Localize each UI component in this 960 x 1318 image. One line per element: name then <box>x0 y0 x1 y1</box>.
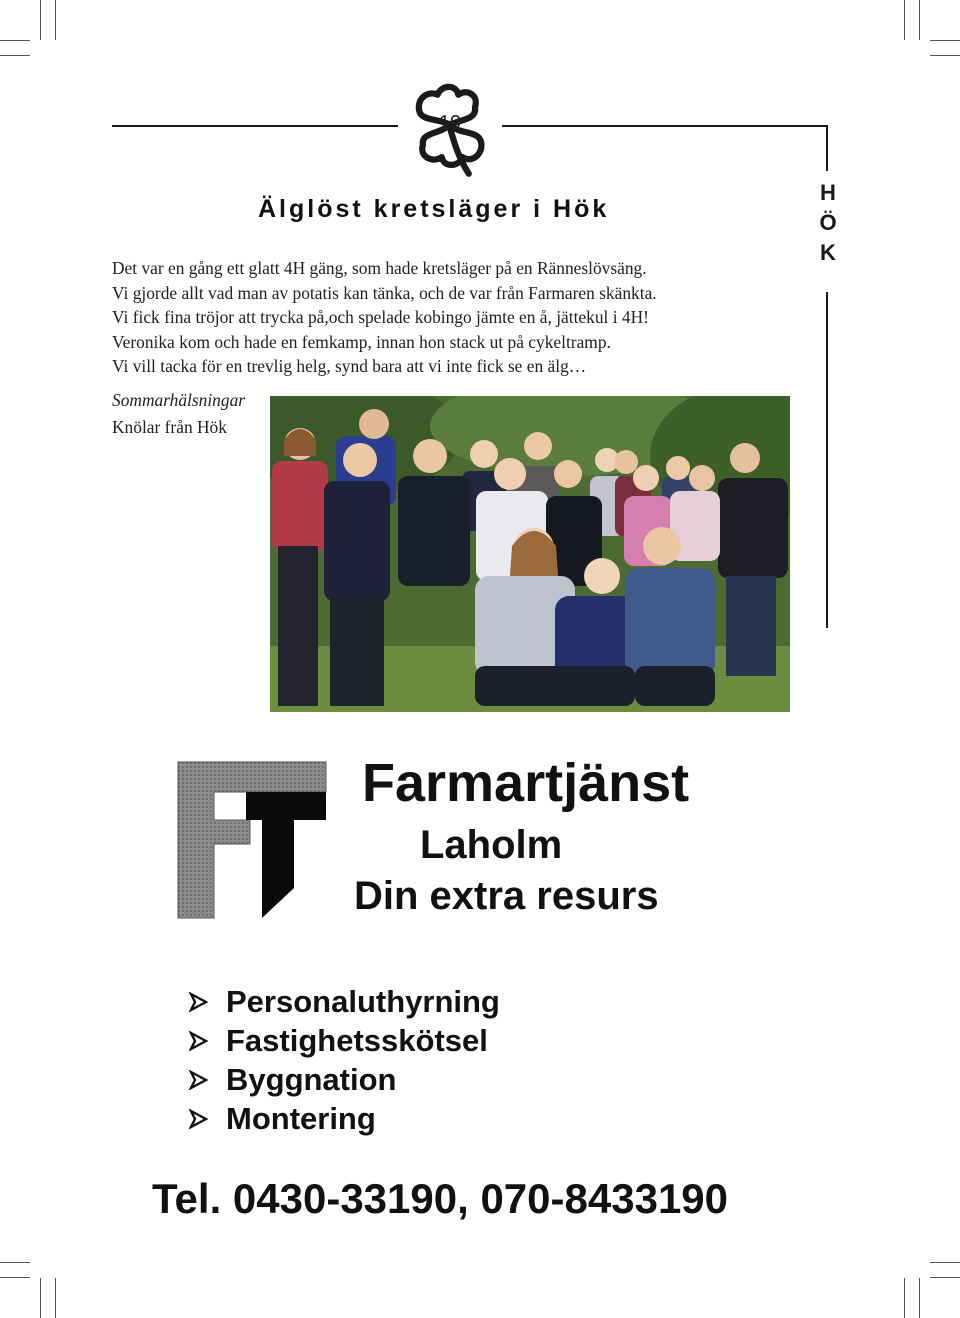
section-label-letter: Ö <box>819 210 837 235</box>
crop-mark <box>0 1277 30 1278</box>
crop-mark <box>55 1278 56 1318</box>
crop-mark <box>930 1277 960 1278</box>
article-line: Vi gjorde allt vad man av potatis kan tänka, och de var från Farmaren skänkta. <box>112 282 657 303</box>
crop-mark <box>40 0 41 40</box>
crop-mark <box>930 55 960 56</box>
arrowhead-bullet-icon <box>188 1109 226 1129</box>
service-name: Montering <box>226 1101 376 1136</box>
service-name: Fastighetsskötsel <box>226 1023 488 1058</box>
section-label-letter: H <box>820 180 836 205</box>
side-rule-top <box>826 125 828 171</box>
arrowhead-bullet-icon <box>188 992 226 1012</box>
signature-greeting: Sommarhälsningar <box>112 390 246 410</box>
article-line: Veronika kom och hade en femkamp, innan hon stack ut på cykeltramp. <box>112 331 611 352</box>
crop-mark <box>0 55 30 56</box>
header-rule-left <box>112 125 398 127</box>
ad-phone: Tel. 0430-33190, 070-8433190 <box>152 1175 729 1222</box>
service-name: Byggnation <box>226 1062 397 1097</box>
crop-mark <box>40 1278 41 1318</box>
crop-mark <box>930 1262 960 1263</box>
section-label <box>818 178 838 268</box>
ad-slogan: Din extra resurs <box>354 874 659 918</box>
list-item <box>188 1021 500 1060</box>
header-rule-right <box>502 125 828 127</box>
article-body <box>112 256 812 379</box>
article-line: Det var en gång ett glatt 4H gäng, som hade kretsläger på en Ränneslövsäng. <box>112 258 647 278</box>
article-title: Älglöst kretsläger i Hök <box>258 195 610 223</box>
crop-mark <box>55 0 56 40</box>
ad-company-name: Farmartjänst <box>362 753 690 813</box>
service-name: Personaluthyrning <box>226 984 500 1019</box>
crop-mark <box>904 1278 905 1318</box>
ad-services-list <box>188 982 500 1138</box>
crop-mark <box>0 1262 30 1263</box>
arrowhead-bullet-icon <box>188 1070 226 1090</box>
group-photo <box>270 396 790 712</box>
crop-mark <box>919 1278 920 1318</box>
crop-mark <box>904 0 905 40</box>
section-label-letter: K <box>820 240 836 265</box>
signature-author: Knölar från Hök <box>112 417 227 437</box>
crop-mark <box>930 40 960 41</box>
arrowhead-bullet-icon <box>188 1031 226 1051</box>
article-line: Vi fick fina tröjor att trycka på,och spelade kobingo jämte en å, jättekul i 4H! <box>112 307 649 328</box>
list-item <box>188 1099 500 1138</box>
list-item <box>188 982 500 1021</box>
page-number: 19 <box>438 112 462 134</box>
ft-logo-icon <box>170 758 330 920</box>
side-rule-bottom <box>826 292 828 628</box>
ad-town: Laholm <box>420 823 563 867</box>
article-line: Vi vill tacka för en trevlig helg, synd bara att vi inte fick se en älg… <box>112 356 587 377</box>
crop-mark <box>0 40 30 41</box>
list-item <box>188 1060 500 1099</box>
group-photo-illustration <box>270 396 790 712</box>
crop-mark <box>919 0 920 40</box>
